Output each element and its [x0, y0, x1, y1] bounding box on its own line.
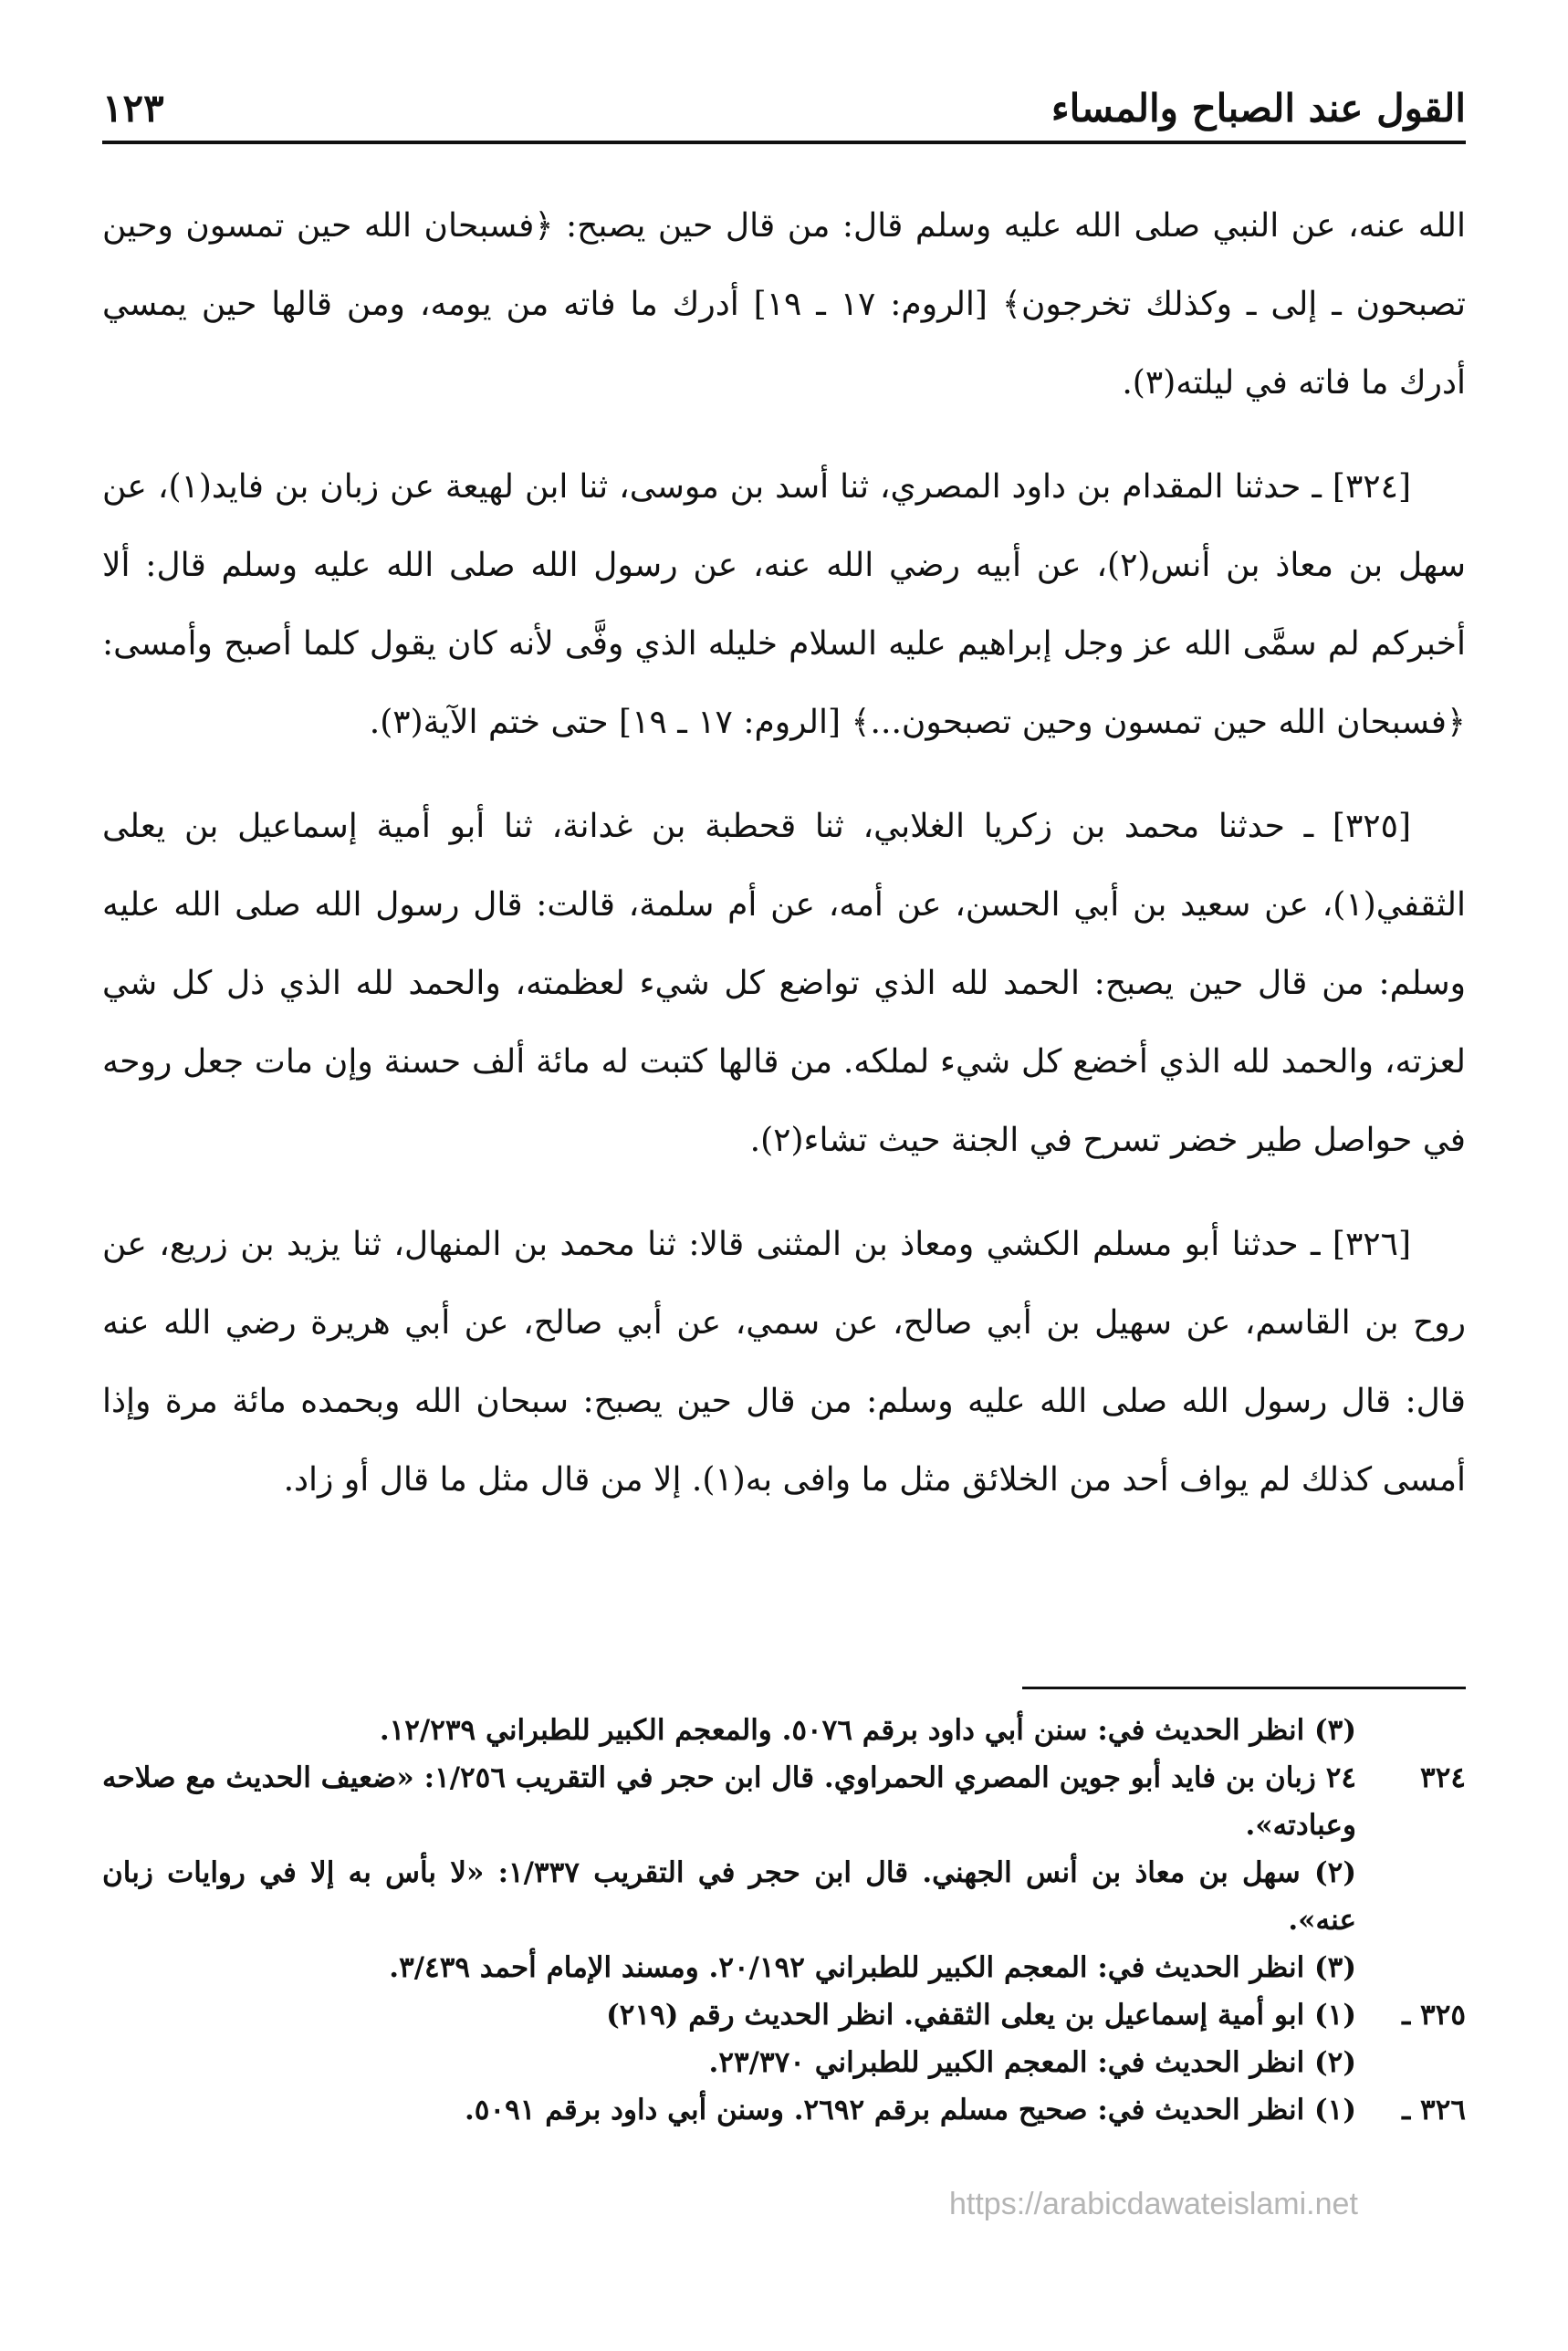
footnote-row [102, 1991, 1466, 2039]
footnote-text: (١) انظر الحديث في: صحيح مسلم برقم ٢٦٩٢. وسنن أبي داود برقم ٥٠٩١. [465, 2094, 1356, 2126]
paragraph-continuation: الله عنه، عن النبي صلى الله عليه وسلم قال: من قال حين يصبح: ﴿فسبحان الله حين تمسون وحين تصبحون ـ إلى ـ وكذلك تخرجون﴾ [الروم: ١٧ ـ ١٩] أدرك ما فاته من يومه، ومن قالها حين يمسي أدرك ما فاته في ليلته(٣). [102, 207, 1467, 402]
page-header [102, 80, 1466, 144]
footnote-row [102, 1754, 1466, 1849]
footnote-row [102, 2086, 1466, 2134]
page-number: ١٢٣ [102, 86, 164, 131]
hadith-324: [٣٢٤] ـ حدثنا المقدام بن داود المصري، ثنا أسد بن موسى، ثنا ابن لهيعة عن زبان بن فايد(١)، عن سهل بن معاذ بن أنس(٢)، عن أبيه رضي الله عنه، عن رسول الله صلى الله عليه وسلم قال: ألا أخبركم لم سمَّى الله عز وجل إبراهيم عليه السلام خليله الذي وفَّى لأنه كان يقول كلما أصبح وأمسى: ﴿فسبحان الله حين تمسون وحين تصبحون...﴾ [الروم: ١٧ ـ ١٩] حتى ختم الآية(٣). [102, 468, 1466, 741]
hadith-326: [٣٢٦] ـ حدثنا أبو مسلم الكشي ومعاذ بن المثنى قالا: ثنا محمد بن المنهال، ثنا يزيد بن زريع، عن روح بن القاسم، عن سهيل بن أبي صالح، عن سمي، عن أبي صالح، عن أبي هريرة رضي الله عنه قال: قال رسول الله صلى الله عليه وسلم: من قال حين يصبح: سبحان الله وبحمده مائة مرة وإذا أمسى كذلك لم يواف أحد من الخلائق مثل ما وافى به(١). إلا من قال مثل ما قال أو زاد. [102, 1226, 1466, 1499]
footnote-text: (٢) انظر الحديث في: المعجم الكبير للطبراني ٢٣/٣٧٠. [708, 2046, 1356, 2079]
footnote-label: ٣٢٤ [1420, 1761, 1466, 1794]
main-text [102, 187, 1466, 1545]
footnote-label: ٣٢٥ ـ [1402, 1999, 1466, 2032]
footnote-text: (٢) سهل بن معاذ بن أنس الجهني. قال ابن حجر في التقريب ١/٣٣٧: «لا بأس به إلا في روايات زبان عنه». [102, 1856, 1356, 1937]
footnote-text: (٣) انظر الحديث في: المعجم الكبير للطبراني ٢٠/١٩٢. ومسند الإمام أحمد ٣/٤٣٩. [389, 1951, 1356, 1984]
hadith-325: [٣٢٥] ـ حدثنا محمد بن زكريا الغلابي، ثنا قحطبة بن غدانة، ثنا أبو أمية إسماعيل بن يعلى الثقفي(١)، عن سعيد بن أبي الحسن، عن أمه، عن أم سلمة، قالت: قال رسول الله صلى الله عليه وسلم: من قال حين يصبح: الحمد لله الذي تواضع كل شيء لعظمته، والحمد لله الذي ذل كل شي لعزته، والحمد لله الذي أخضع كل شيء لملكه. من قالها كتبت له مائة ألف حسنة وإن مات جعل روحه في حواصل طير خضر تسرح في الجنة حيث تشاء(٢). [102, 808, 1466, 1159]
running-title: القول عند الصباح والمساء [1051, 86, 1466, 131]
footnote-text: (١) ابو أمية إسماعيل بن يعلى الثقفي. انظر الحديث رقم (٢١٩) [606, 1999, 1356, 2032]
header-rule [102, 141, 1466, 144]
watermark-url: https://arabicdawateislami.net [949, 2187, 1358, 2221]
footnote-row [102, 1944, 1466, 1991]
footnote-label: ٣٢٦ ـ [1402, 2094, 1466, 2126]
footnote-text: (٣) انظر الحديث في: سنن أبي داود برقم ٥٠٧٦. والمعجم الكبير للطبراني ١٢/٢٣٩. [379, 1714, 1356, 1747]
footnote-row [102, 1707, 1466, 1754]
footnote-rule [1022, 1687, 1466, 1689]
footnote-row [102, 1849, 1466, 1944]
footnotes [102, 1707, 1466, 2134]
footnote-row [102, 2039, 1466, 2086]
footnote-text: ٢٤ زبان بن فايد أبو جوين المصري الحمراوي. قال ابن حجر في التقريب ١/٢٥٦: «ضعيف الحديث مع صلاحه وعبادته». [102, 1761, 1356, 1842]
